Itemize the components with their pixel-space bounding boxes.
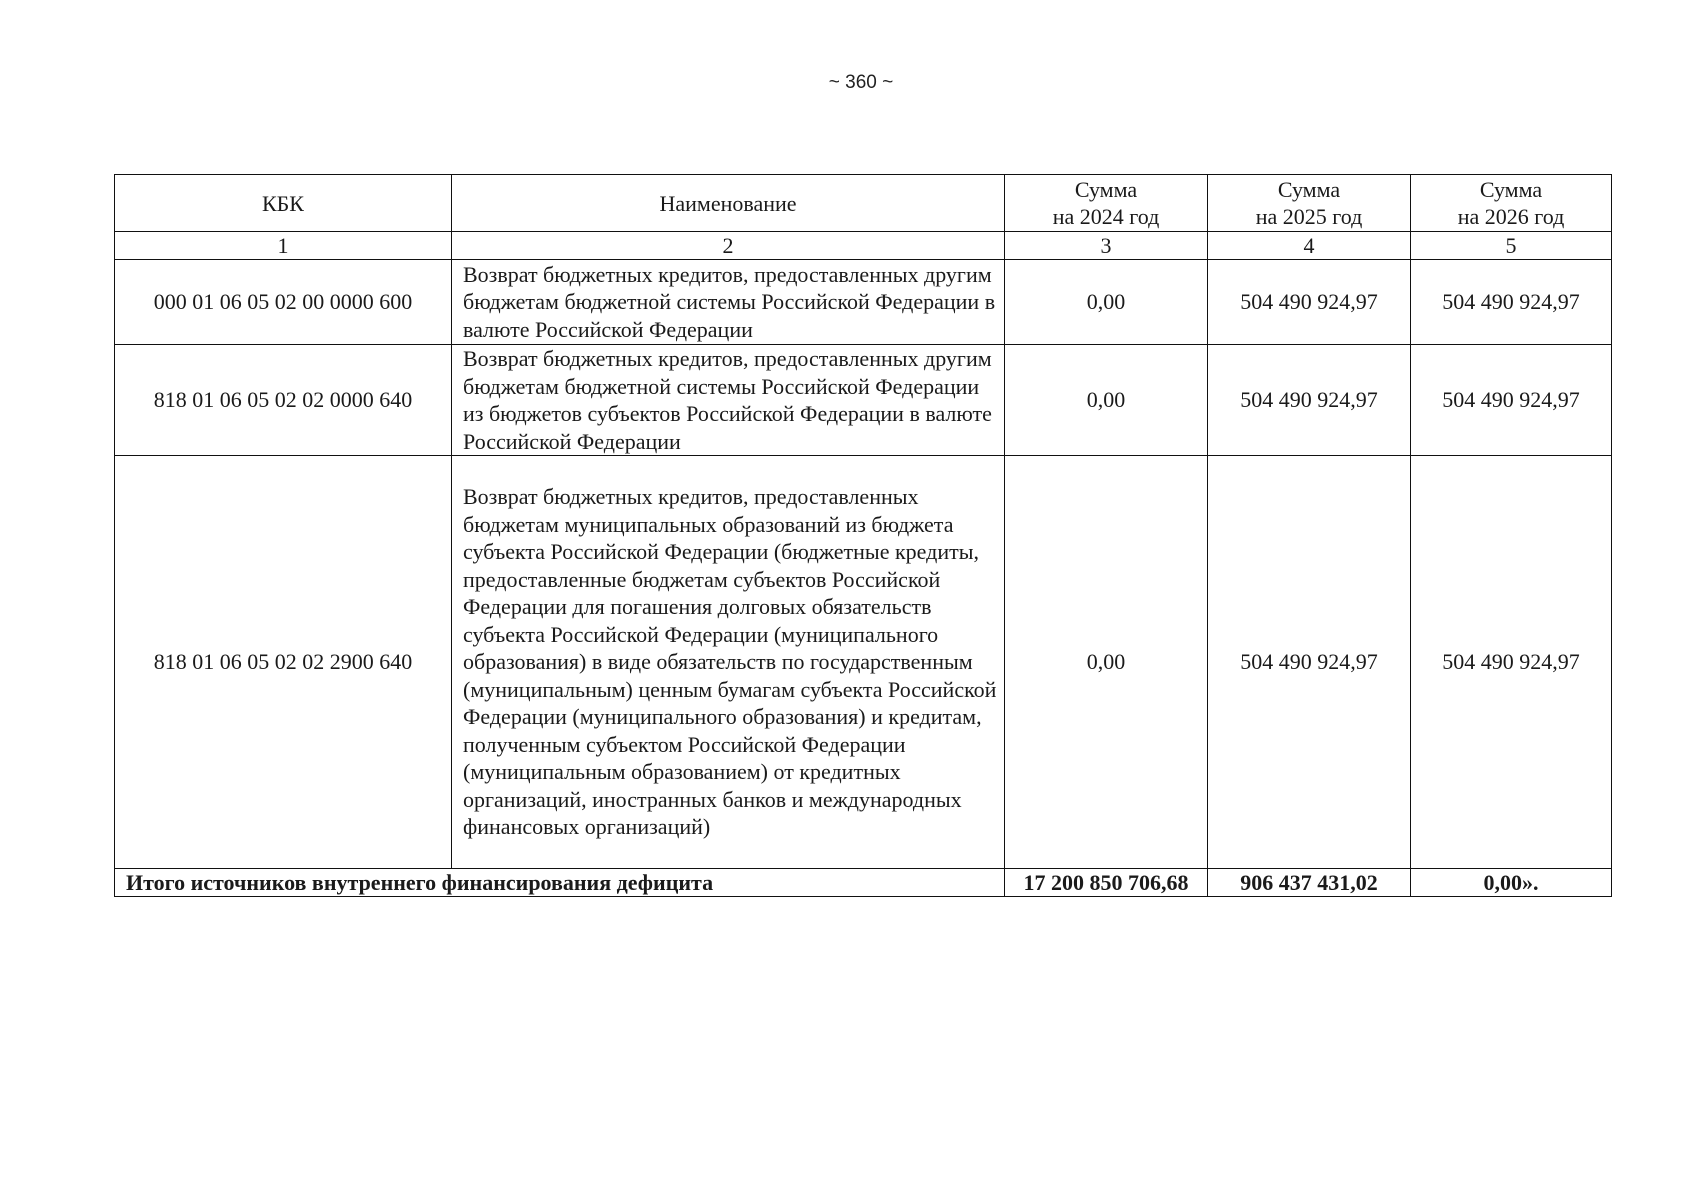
table-row <box>115 260 1612 345</box>
header-sum-2026 <box>1411 175 1612 232</box>
header-sum-2026-line1: Сумма <box>1479 177 1543 202</box>
table-row <box>115 456 1612 869</box>
table-row <box>115 345 1612 456</box>
column-number: 4 <box>1208 232 1411 260</box>
total-sum-2024: 17 200 850 706,68 <box>1005 869 1208 897</box>
sum-2024: 0,00 <box>1005 345 1208 456</box>
kbk-code: 818 01 06 05 02 02 0000 640 <box>115 345 452 456</box>
row-name: Возврат бюджетных кредитов, предоставленных бюджетам муниципальных образований из бюджета субъекта Российской Федерации (бюджетные кредиты, предоставленные бюджетам субъектов Российской Федерации для погашения долговых обязательств субъекта Российской Федерации (муниципального образования) в виде обязательств по государственным (муниципальным) ценным бумагам субъекта Российской Федерации (муниципального образования) и кредитам, полученным субъектом Российской Федерации (муниципальным образованием) от кредитных организаций, иностранных банков и международных финансовых организаций) <box>452 456 1005 869</box>
column-number: 5 <box>1411 232 1612 260</box>
header-name: Наименование <box>452 175 1005 232</box>
kbk-code: 818 01 06 05 02 02 2900 640 <box>115 456 452 869</box>
total-sum-2026: 0,00». <box>1411 869 1612 897</box>
header-sum-2025-line1: Сумма <box>1277 177 1341 202</box>
sum-2026: 504 490 924,97 <box>1411 260 1612 345</box>
column-number: 2 <box>452 232 1005 260</box>
total-sum-2025: 906 437 431,02 <box>1208 869 1411 897</box>
kbk-code: 000 01 06 05 02 00 0000 600 <box>115 260 452 345</box>
sum-2024: 0,00 <box>1005 260 1208 345</box>
column-number: 3 <box>1005 232 1208 260</box>
header-sum-2025 <box>1208 175 1411 232</box>
header-sum-2026-line2: на 2026 год <box>1457 204 1565 229</box>
sum-2026: 504 490 924,97 <box>1411 456 1612 869</box>
header-kbk: КБК <box>115 175 452 232</box>
table-header-row <box>115 175 1612 232</box>
header-sum-2024-line1: Сумма <box>1074 177 1138 202</box>
row-name: Возврат бюджетных кредитов, предоставленных другим бюджетам бюджетной системы Российской Федерации в валюте Российской Федерации <box>452 260 1005 345</box>
column-numbers-row <box>115 232 1612 260</box>
sum-2025: 504 490 924,97 <box>1208 456 1411 869</box>
row-name: Возврат бюджетных кредитов, предоставленных другим бюджетам бюджетной системы Российской Федерации из бюджетов субъектов Российской Федерации в валюте Российской Федерации <box>452 345 1005 456</box>
total-row <box>115 869 1612 897</box>
sum-2025: 504 490 924,97 <box>1208 260 1411 345</box>
header-sum-2024-line2: на 2024 год <box>1052 204 1160 229</box>
budget-sources-table <box>114 174 1612 897</box>
sum-2026: 504 490 924,97 <box>1411 345 1612 456</box>
page-number: ~ 360 ~ <box>828 72 894 93</box>
sum-2025: 504 490 924,97 <box>1208 345 1411 456</box>
header-sum-2025-line2: на 2025 год <box>1255 204 1363 229</box>
total-label: Итого источников внутреннего финансирования дефицита <box>115 869 1005 897</box>
column-number: 1 <box>115 232 452 260</box>
sum-2024: 0,00 <box>1005 456 1208 869</box>
header-sum-2024 <box>1005 175 1208 232</box>
